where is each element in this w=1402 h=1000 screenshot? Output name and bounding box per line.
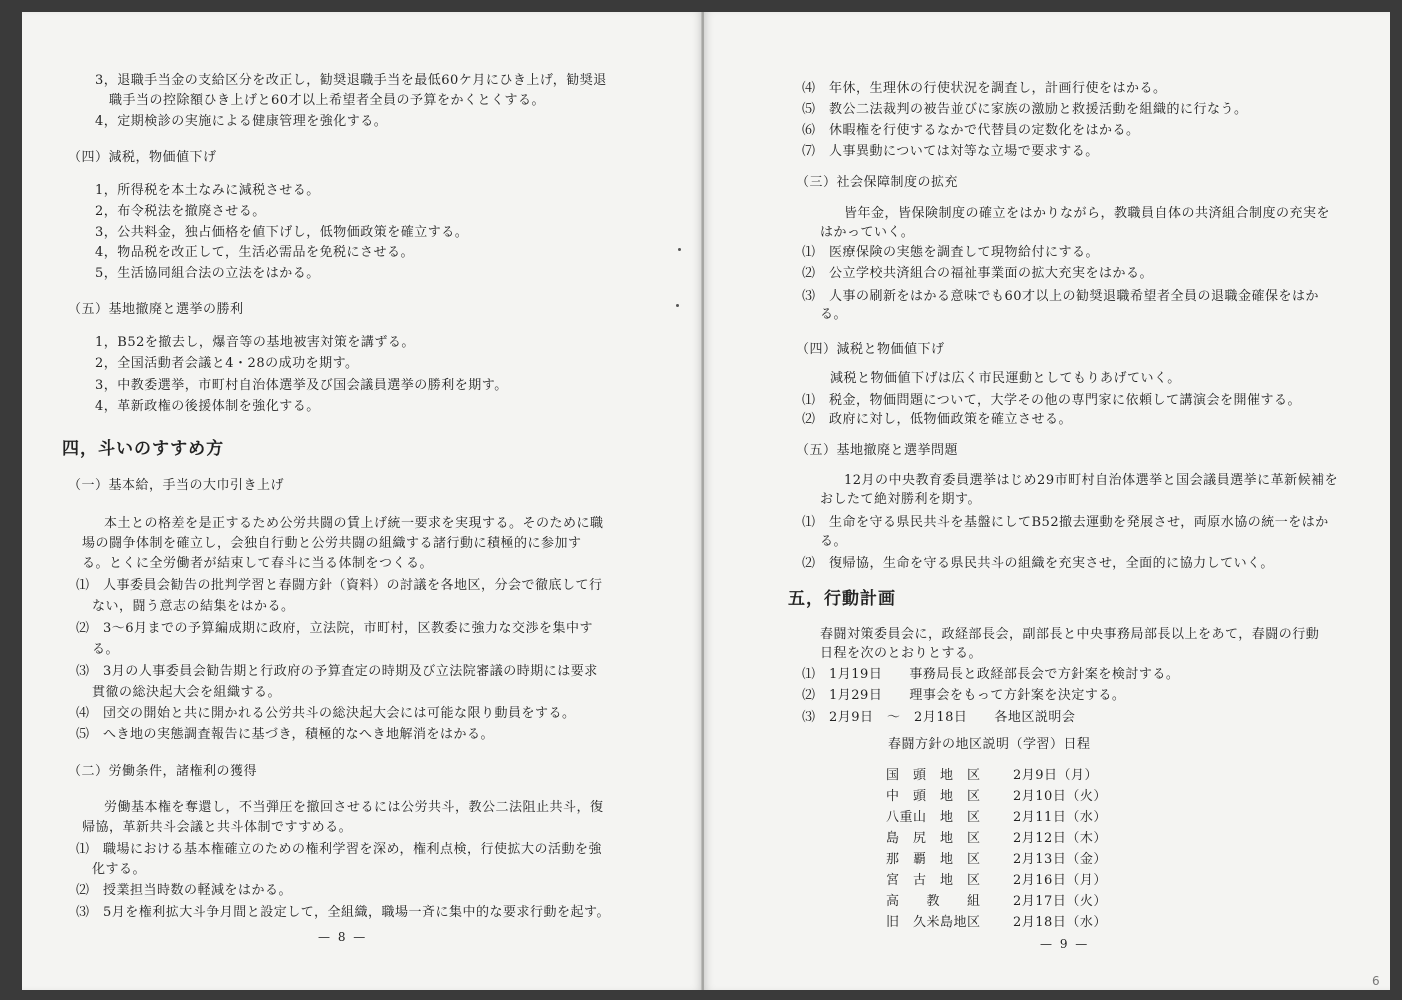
page-number: — 8 — — [318, 930, 368, 944]
text-line: 日程を次のとおりとする。 — [820, 646, 983, 661]
text-line: ない，闘う意志の結集をはかる。 — [92, 599, 295, 614]
text-line: 貫徹の総決起大会を組織する。 — [92, 685, 282, 700]
section-subheading: （三）社会保障制度の拡充 — [796, 175, 959, 190]
schedule-area: 国 頭 地 区 — [886, 768, 981, 783]
text-line: ⑴ 生命を守る県民共斗を基盤にしてB52撤去運動を発展させ，両原水協の統一をはか — [802, 515, 1329, 530]
page-number: — 9 — — [1040, 937, 1090, 951]
text-line: ⑶ 3月の人事委員会勧告期と行政府の予算査定の時期及び立法院審議の時期には要求 — [76, 664, 598, 679]
section-subheading: （五）基地撤廃と選挙問題 — [796, 443, 959, 458]
text-line: 減税と物価値下げは広く市民運動としてもりあげていく。 — [830, 371, 1181, 386]
text-line: ⑸ へき地の実態調査報告に基づき，積極的なへき地解消をはかる。 — [76, 727, 494, 742]
schedule-area: 八重山 地 区 — [886, 810, 981, 825]
text-line: ⑵ 政府に対し，低物価政策を確立させる。 — [802, 412, 1073, 427]
text-line: ⑵ 公立学校共済組合の福祉事業面の拡大充実をはかる。 — [802, 266, 1154, 281]
section-subheading: （五）基地撤廃と選挙の勝利 — [68, 302, 244, 317]
text-line: 労働基本権を奪還し，不当弾圧を撤回させるには公労共斗，教公二法阻止共斗，復 — [104, 800, 604, 815]
text-line: 3，中教委選挙，市町村自治体選挙及び国会議員選挙の勝利を期す。 — [95, 378, 508, 393]
corner-mark: 6 — [1372, 974, 1380, 988]
text-line: 1，所得税を本土なみに減税させる。 — [95, 183, 320, 198]
text-line: ⑴ 職場における基本権確立のための権利学習を深め，権利点検，行使拡大の活動を強 — [76, 842, 602, 857]
schedule-date: 2月13日（金） — [1013, 852, 1107, 867]
schedule-date: 2月16日（月） — [1013, 873, 1107, 888]
section-subheading: （四）減税と物価値下げ — [796, 342, 945, 357]
bleed-dot — [676, 304, 679, 307]
text-line: 1，B52を撤去し，爆音等の基地被害対策を講ずる。 — [95, 335, 415, 350]
bleed-dot — [678, 248, 681, 251]
schedule-date: 2月11日（水） — [1013, 810, 1107, 825]
text-line: 3，公共料金，独占価格を値下げし，低物価政策を確立する。 — [95, 225, 469, 240]
schedule-title: 春闘方針の地区説明（学習）日程 — [888, 737, 1091, 752]
text-line: る。 — [92, 642, 120, 657]
text-line: ⑹ 休暇権を行使するなかで代替員の定数化をはかる。 — [802, 123, 1140, 138]
text-line: ⑴ 税金，物価問題について，大学その他の専門家に依頼して講演会を開催する。 — [802, 393, 1301, 408]
text-line: 化する。 — [92, 862, 147, 877]
text-line: ⑵ 3～6月までの予算編成期に政府，立法院，市町村，区教委に強力な交渉を集中す — [76, 621, 594, 636]
text-line: ⑺ 人事異動については対等な立場で要求する。 — [802, 144, 1099, 159]
text-line: ⑶ 5月を権利拡大斗争月間と設定して，全組織，職場一斉に集中的な要求行動を起す。 — [76, 905, 610, 920]
left-page — [22, 12, 702, 990]
text-line: 皆年金，皆保険制度の確立をはかりながら，教職員自体の共済組合制度の充実を — [844, 206, 1331, 221]
text-line: ⑶ 2月9日 ～ 2月18日 各地区説明会 — [802, 710, 1076, 725]
section-heading: 四，斗いのすすめ方 — [62, 439, 225, 459]
schedule-area: 那 覇 地 区 — [886, 852, 981, 867]
text-line: 4，定期検診の実施による健康管理を強化する。 — [95, 114, 388, 129]
text-line: 5，生活協同組合法の立法をはかる。 — [95, 266, 320, 281]
right-page — [704, 12, 1390, 990]
text-line: ⑵ 復帰協，生命を守る県民共斗の組織を充実させ，全面的に協力していく。 — [802, 556, 1274, 571]
schedule-area: 高 教 組 — [886, 894, 981, 909]
text-line: 2，布令税法を撤廃させる。 — [95, 204, 266, 219]
schedule-area: 中 頭 地 区 — [886, 789, 981, 804]
text-line: 12月の中央教育委員選挙はじめ29市町村自治体選挙と国会議員選挙に革新候補を — [844, 473, 1339, 488]
text-line: ⑴ 1月19日 事務局長と政経部長会で方針案を検討する。 — [802, 667, 1180, 682]
text-line: おしたて絶対勝利を期す。 — [820, 492, 981, 507]
text-line: ⑵ 1月29日 理事会をもって方針案を決定する。 — [802, 688, 1126, 703]
text-line: 本土との格差を是正するため公労共闘の賃上げ統一要求を実現する。そのために職 — [104, 516, 604, 531]
section-heading: 五，行動計画 — [788, 589, 896, 609]
text-line: ⑷ 団交の開始と共に開かれる公労共斗の総決起大会には可能な限り動員をする。 — [76, 706, 576, 721]
text-line: る。 — [820, 307, 848, 322]
schedule-area: 旧 久米島地区 — [886, 915, 981, 930]
text-line: 4，革新政権の後援体制を強化する。 — [95, 399, 320, 414]
section-subheading: （一）基本給，手当の大巾引き上げ — [68, 478, 285, 493]
section-subheading: （二）労働条件，諸権利の獲得 — [68, 764, 258, 779]
text-line: 場の闘争体制を確立し，会独自行動と公労共闘の組織する諸行動に積極的に参加す — [82, 536, 582, 551]
text-line: ⑵ 授業担当時数の軽減をはかる。 — [76, 883, 293, 898]
schedule-area: 島 尻 地 区 — [886, 831, 981, 846]
schedule-date: 2月10日（火） — [1013, 789, 1107, 804]
text-line: ⑸ 教公二法裁判の被告並びに家族の激励と救援活動を組織的に行なう。 — [802, 102, 1248, 117]
schedule-date: 2月9日（月） — [1013, 768, 1099, 783]
text-line: ⑶ 人事の刷新をはかる意味でも60才以上の勧奨退職希望者全員の退職金確保をはか — [802, 289, 1320, 304]
text-line: 職手当の控除額ひき上げと60才以上希望者全員の予算をかくとくする。 — [109, 93, 546, 108]
text-line: 4，物品税を改正して，生活必需品を免税にさせる。 — [95, 245, 415, 260]
schedule-date: 2月18日（水） — [1013, 915, 1107, 930]
text-line: る。とくに全労働者が結束して春斗に当る体制をつくる。 — [82, 556, 434, 571]
schedule-date: 2月17日（火） — [1013, 894, 1107, 909]
text-line: る。 — [820, 534, 848, 549]
text-line: 春闘対策委員会に，政経部長会，副部長と中央事務局部長以上をあて，春闘の行動 — [820, 627, 1320, 642]
text-line: はかっていく。 — [820, 225, 915, 240]
section-subheading: （四）減税，物価値下げ — [68, 150, 217, 165]
text-line: ⑴ 医療保険の実態を調査して現物給付にする。 — [802, 245, 1100, 260]
text-line: ⑴ 人事委員会勧告の批判学習と春闘方針（資料）の討議を各地区，分会で徹底して行 — [76, 578, 603, 593]
text-line: 3，退職手当金の支給区分を改正し，勧奨退職手当を最低60ケ月にひき上げ，勧奨退 — [95, 73, 607, 88]
text-line: ⑷ 年休，生理休の行使状況を調査し，計画行使をはかる。 — [802, 81, 1167, 96]
schedule-date: 2月12日（木） — [1013, 831, 1107, 846]
schedule-area: 宮 古 地 区 — [886, 873, 981, 888]
text-line: 2，全国活動者会議と4・28の成功を期す。 — [95, 356, 359, 371]
text-line: 帰協，革新共斗会議と共斗体制ですすめる。 — [82, 820, 353, 835]
